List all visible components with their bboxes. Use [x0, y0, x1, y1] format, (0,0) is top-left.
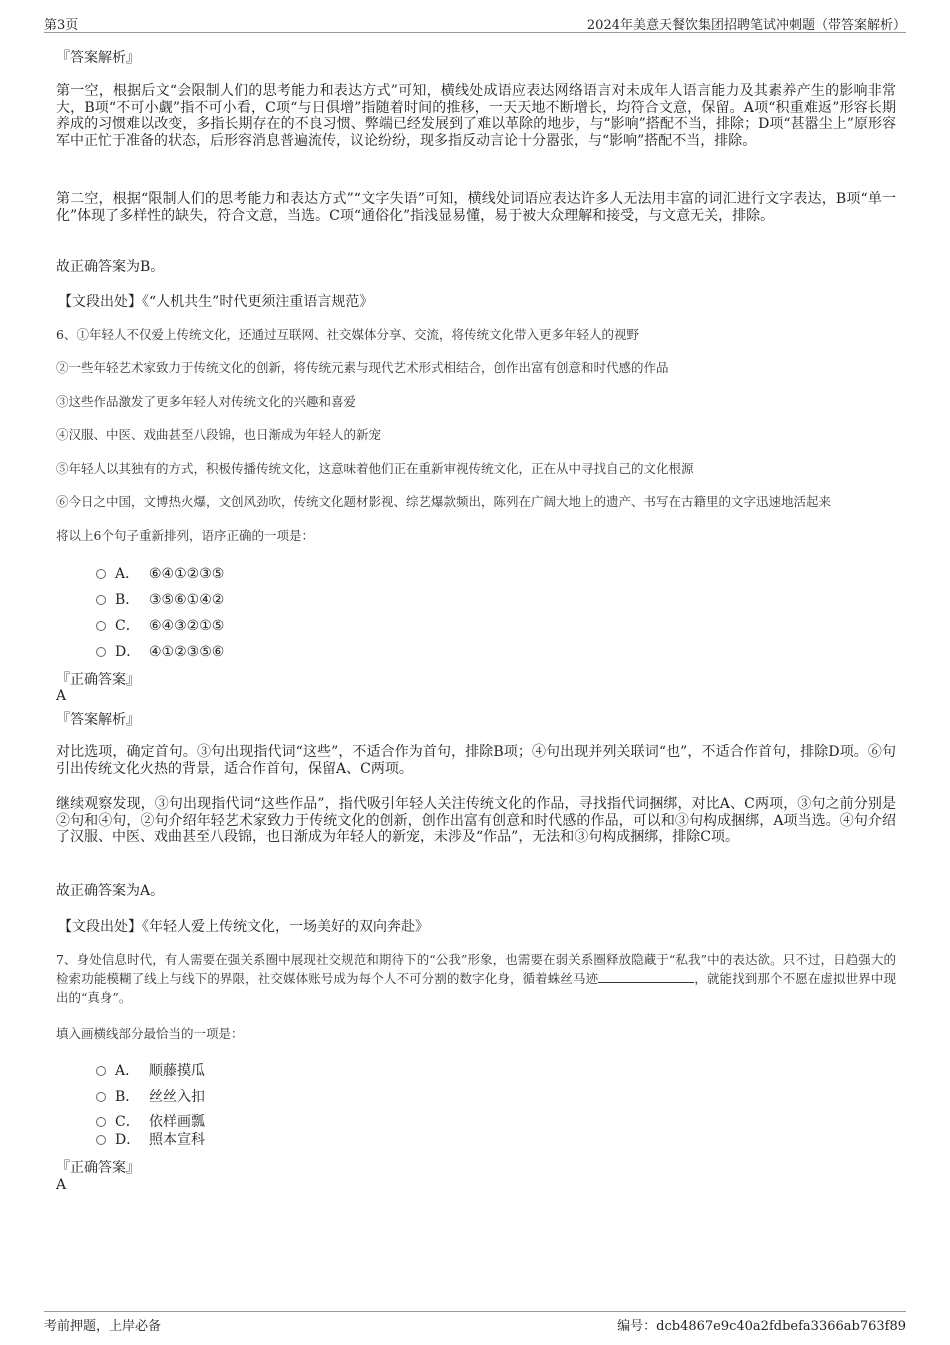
q6-sentence-4: ④汉服、中医、戏曲甚至八段锦，也日渐成为年轻人的新宠	[56, 427, 382, 442]
option-text: ⑥④①②③⑤	[149, 566, 225, 582]
q7-stem-before: 7、身处信息时代，有人需要在强关系圈中展现社交规范和期待下的“公我”形象，也需要在弱关系圈释放隐藏于“私我”中的表达欲。只不过，日趋强大的检索功能模糊了线上与线下的界限，社交媒体账号成为每个人不可分割的数字化身，循着蛛丝马迹	[56, 952, 896, 986]
q6-sentence-2: ②一些年轻艺术家致力于传统文化的创新，将传统元素与现代艺术形式相结合，创作出富有创意和时代感的作品	[56, 360, 669, 375]
page-footer	[44, 1311, 906, 1333]
q6-conclusion: 故正确答案为A。	[56, 883, 165, 899]
document-code	[617, 1315, 906, 1334]
option-text: 顺藤摸瓜	[149, 1063, 205, 1079]
q6-answer: A	[56, 688, 67, 704]
q7-option-b[interactable]	[96, 1086, 205, 1106]
q7-stem	[56, 950, 896, 1007]
radio-icon[interactable]	[96, 647, 106, 657]
radio-icon[interactable]	[96, 621, 106, 631]
radio-icon[interactable]	[96, 569, 106, 579]
radio-icon[interactable]	[96, 1092, 106, 1102]
radio-icon[interactable]	[96, 1066, 106, 1076]
document-title: 2024年美意天餐饮集团招聘笔试冲刺题（带答案解析）	[586, 18, 906, 33]
q7-answer: A	[56, 1177, 67, 1193]
q7-prompt: 填入画横线部分最恰当的一项是：	[56, 1026, 244, 1041]
option-letter: C．	[115, 618, 140, 634]
option-text: 丝丝入扣	[149, 1089, 205, 1105]
q6-analysis-para-1: 对比选项，确定首句。③句出现指代词“这些”，不适合作为首句，排除B项；④句出现并列关联词“也”，不适合作首句，排除D项。⑥句引出传统文化火热的背景，适合作首句，保留A、C两项。	[56, 744, 896, 777]
q5-analysis-para-1: 第一空，根据后文“会限制人们的思考能力和表达方式”可知，横线处成语应表达网络语言对未成年人语言能力及其素养产生的影响非常大，B项“不可小觑”指不可小看，C项“与日俱增”指随着时间的推移，一天天地不断增长，均符合文意，保留。A项“积重难返”形容长期养成的习惯难以改变，多指长期存在的不良习惯、弊端已经发展到了难以革除的地步，与“影响”搭配不当，排除；D项“甚嚣尘上”原形容军中正忙于准备的状态，后形容消息普遍流传，议论纷纷，现多指反动言论十分嚣张，与“影响”搭配不当，排除。	[56, 83, 896, 149]
option-text: ④①②③⑤⑥	[149, 644, 225, 660]
q6-source: 【文段出处】《年轻人爱上传统文化，一场美好的双向奔赴》	[58, 919, 429, 935]
option-text: 依样画瓢	[149, 1114, 205, 1130]
q5-analysis-label: 『答案解析』	[56, 50, 140, 66]
option-letter: D．	[115, 1132, 141, 1148]
q6-option-a[interactable]	[96, 563, 224, 583]
q6-option-b[interactable]	[96, 589, 224, 609]
answer-blank	[598, 971, 694, 983]
option-letter: A．	[115, 1063, 140, 1079]
option-letter: B．	[115, 592, 140, 608]
q7-answer-label: 『正确答案』	[56, 1160, 140, 1176]
page-header	[44, 14, 906, 33]
option-text: 照本宣科	[149, 1132, 205, 1148]
q6-sentence-3: ③这些作品激发了更多年轻人对传统文化的兴趣和喜爱	[56, 394, 357, 409]
footer-slogan: 考前押题，上岸必备	[44, 1319, 162, 1334]
q5-conclusion: 故正确答案为B。	[56, 259, 165, 275]
q5-analysis-para-2: 第二空，根据“限制人们的思考能力和表达方式”“文字失语”可知，横线处词语应表达许多人无法用丰富的词汇进行文字表达，B项“单一化”体现了多样性的缺失，符合文意，当选。C项“通俗化”指浅显易懂，易于被大众理解和接受，与文意无关，排除。	[56, 191, 896, 224]
radio-icon[interactable]	[96, 595, 106, 605]
radio-icon[interactable]	[96, 1135, 106, 1145]
q6-sentence-6: ⑥今日之中国，文博热火爆，文创风劲吹，传统文化题材影视、综艺爆款频出，陈列在广阔大地上的遗产、书写在古籍里的文字迅速地活起来	[56, 494, 832, 509]
q6-analysis-label: 『答案解析』	[56, 712, 140, 728]
q6-option-c[interactable]	[96, 615, 224, 635]
q7-option-a[interactable]	[96, 1060, 205, 1080]
q5-source: 【文段出处】《“人机共生”时代更须注重语言规范》	[58, 294, 374, 310]
q7-stem-after: ，就能找到那个不愿在虚拟世界中现出的“真身”。	[56, 971, 896, 1005]
q6-sentence-1: 6、①年轻人不仅爱上传统文化，还通过互联网、社交媒体分享、交流，将传统文化带入更多年轻人的视野	[56, 327, 639, 342]
option-letter: C．	[115, 1114, 140, 1130]
option-letter: D．	[115, 644, 141, 660]
option-text: ③⑤⑥①④②	[149, 592, 225, 608]
q7-option-d[interactable]	[96, 1129, 205, 1149]
option-letter: A．	[115, 566, 140, 582]
q6-analysis-para-2: 继续观察发现，③句出现指代词“这些作品”，指代吸引年轻人关注传统文化的作品，寻找指代词捆绑，对比A、C两项，③句之前分别是②句和④句，②句介绍年轻艺术家致力于传统文化的创新，创作出富有创意和时代感的作品，可以和③句构成捆绑，A项当选。④句介绍了汉服、中医、戏曲甚至八段锦，也日渐成为年轻人的新宠，未涉及“作品”，无法和③句构成捆绑，排除C项。	[56, 796, 896, 845]
code-value: dcb4867e9c40a2fdbefa3366ab763f89	[656, 1319, 906, 1334]
option-letter: B．	[115, 1089, 140, 1105]
q6-option-d[interactable]	[96, 641, 224, 661]
q6-sentence-5: ⑤年轻人以其独有的方式，积极传播传统文化，这意味着他们正在重新审视传统文化，正在从中寻找自己的文化根源	[56, 461, 694, 476]
q6-prompt: 将以上6个句子重新排列，语序正确的一项是：	[56, 528, 314, 543]
q7-option-c[interactable]	[96, 1111, 205, 1131]
q6-answer-label: 『正确答案』	[56, 672, 140, 688]
code-label: 编号：	[617, 1319, 657, 1334]
page-number: 第3页	[44, 18, 79, 33]
option-text: ⑥④③②①⑤	[149, 618, 225, 634]
radio-icon[interactable]	[96, 1117, 106, 1127]
